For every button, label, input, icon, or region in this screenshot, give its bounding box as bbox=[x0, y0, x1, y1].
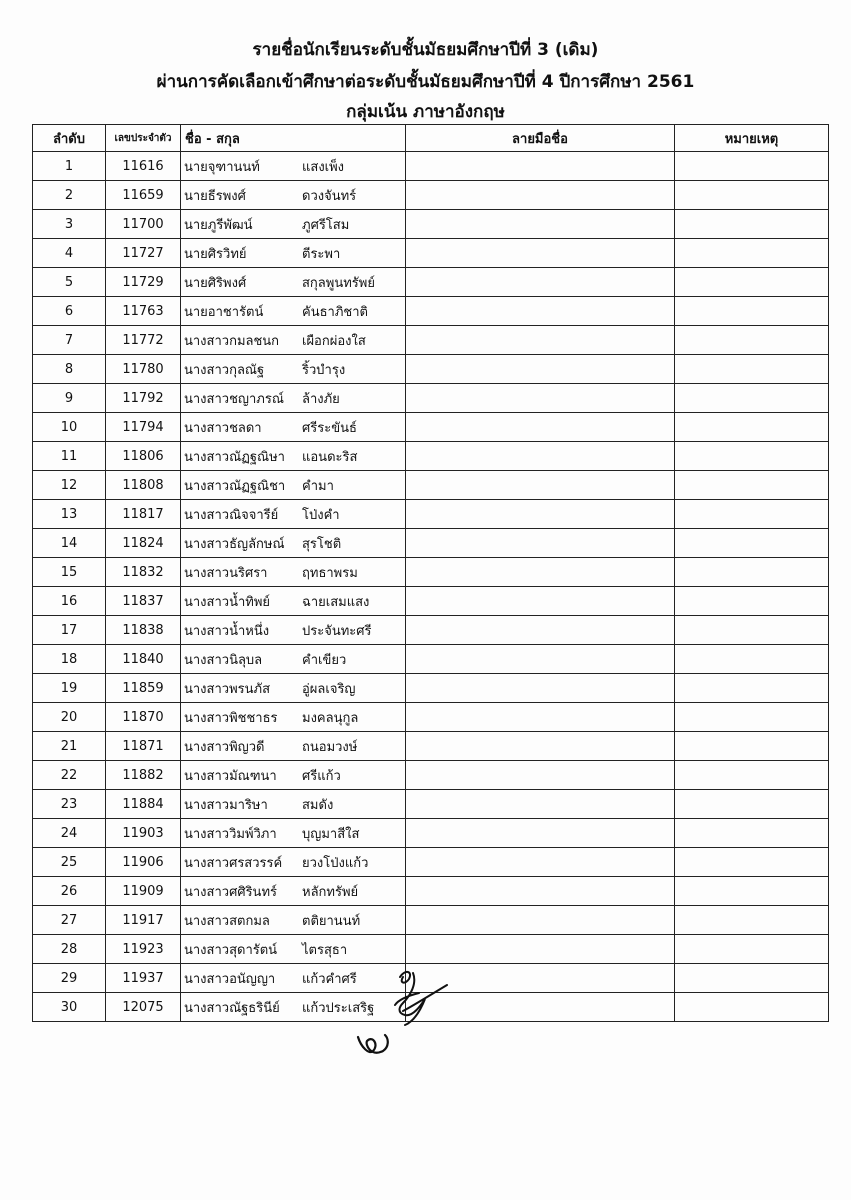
row-name bbox=[181, 674, 406, 703]
row-signature-cell bbox=[406, 268, 675, 297]
first-name: นางสาวมัณฑนา bbox=[184, 768, 277, 784]
first-name: นายอาชารัตน์ bbox=[184, 304, 264, 320]
row-remark-cell bbox=[675, 703, 829, 732]
row-student-id: 11909 bbox=[106, 877, 181, 906]
table-row bbox=[33, 761, 829, 790]
row-student-id: 11870 bbox=[106, 703, 181, 732]
title-line-1: รายชื่อนักเรียนระดับชั้นมัธยมศึกษาปีที่ 3 (เดิม) bbox=[252, 40, 599, 60]
row-remark-cell bbox=[675, 587, 829, 616]
row-name bbox=[181, 442, 406, 471]
row-signature-cell bbox=[406, 587, 675, 616]
first-name: นางสาวกมลชนก bbox=[184, 333, 280, 349]
row-order: 9 bbox=[33, 384, 106, 413]
row-remark-cell bbox=[675, 558, 829, 587]
row-order: 13 bbox=[33, 500, 106, 529]
table-row bbox=[33, 210, 829, 239]
row-name bbox=[181, 152, 406, 181]
table-row bbox=[33, 152, 829, 181]
last-name: คันธาภิชาติ bbox=[302, 304, 368, 320]
row-signature-cell bbox=[406, 645, 675, 674]
row-student-id: 11824 bbox=[106, 529, 181, 558]
row-signature-cell bbox=[406, 500, 675, 529]
last-name: ฉายเสมแสง bbox=[302, 594, 370, 610]
row-name bbox=[181, 326, 406, 355]
first-name: นางสาวนริศรา bbox=[184, 565, 268, 581]
row-student-id: 11838 bbox=[106, 616, 181, 645]
table-row bbox=[33, 587, 829, 616]
row-student-id: 11659 bbox=[106, 181, 181, 210]
row-name bbox=[181, 703, 406, 732]
row-remark-cell bbox=[675, 848, 829, 877]
row-order: 21 bbox=[33, 732, 106, 761]
row-order: 6 bbox=[33, 297, 106, 326]
row-signature-cell bbox=[406, 326, 675, 355]
row-signature-cell bbox=[406, 442, 675, 471]
first-name: นางสาวชญาภรณ์ bbox=[184, 391, 284, 407]
row-remark-cell bbox=[675, 239, 829, 268]
row-signature-cell bbox=[406, 761, 675, 790]
row-signature-cell bbox=[406, 181, 675, 210]
last-name: โป่งคำ bbox=[302, 507, 340, 523]
row-remark-cell bbox=[675, 935, 829, 964]
row-remark-cell bbox=[675, 210, 829, 239]
last-name: เผือกผ่องใส bbox=[302, 333, 366, 349]
first-name: นางสาวชลดา bbox=[184, 420, 262, 436]
row-signature-cell bbox=[406, 790, 675, 819]
row-name bbox=[181, 471, 406, 500]
row-name bbox=[181, 732, 406, 761]
row-remark-cell bbox=[675, 297, 829, 326]
row-name bbox=[181, 384, 406, 413]
row-remark-cell bbox=[675, 790, 829, 819]
row-order: 19 bbox=[33, 674, 106, 703]
row-name bbox=[181, 587, 406, 616]
row-student-id: 11859 bbox=[106, 674, 181, 703]
row-signature-cell bbox=[406, 819, 675, 848]
row-order: 8 bbox=[33, 355, 106, 384]
row-name bbox=[181, 761, 406, 790]
table-row bbox=[33, 790, 829, 819]
first-name: นางสาวณิจจารีย์ bbox=[184, 507, 279, 523]
row-order: 23 bbox=[33, 790, 106, 819]
first-name: นางสาวณัฏฐณิชา bbox=[184, 478, 286, 494]
row-name bbox=[181, 645, 406, 674]
last-name: แอนดะริส bbox=[302, 449, 358, 465]
table-row bbox=[33, 558, 829, 587]
table-row bbox=[33, 326, 829, 355]
row-student-id: 11884 bbox=[106, 790, 181, 819]
row-name bbox=[181, 500, 406, 529]
last-name: ประจันทะศรี bbox=[302, 623, 372, 639]
row-remark-cell bbox=[675, 993, 829, 1022]
row-order: 17 bbox=[33, 616, 106, 645]
table-header-row bbox=[33, 125, 829, 152]
last-name: ล้างภัย bbox=[302, 391, 340, 407]
row-order: 16 bbox=[33, 587, 106, 616]
row-signature-cell bbox=[406, 384, 675, 413]
row-student-id: 11792 bbox=[106, 384, 181, 413]
row-order: 18 bbox=[33, 645, 106, 674]
row-order: 7 bbox=[33, 326, 106, 355]
row-order: 15 bbox=[33, 558, 106, 587]
col-header-signature: ลายมือชื่อ bbox=[406, 125, 675, 152]
row-name bbox=[181, 239, 406, 268]
last-name: ฤทธาพรม bbox=[302, 565, 358, 581]
row-student-id: 11937 bbox=[106, 964, 181, 993]
first-name: นายจุฑานนท์ bbox=[184, 159, 260, 175]
row-order: 26 bbox=[33, 877, 106, 906]
row-remark-cell bbox=[675, 500, 829, 529]
first-name: นางสาวพิญวดี bbox=[184, 739, 265, 755]
row-name bbox=[181, 297, 406, 326]
row-student-id: 11780 bbox=[106, 355, 181, 384]
first-name: นางสาวสตกมล bbox=[184, 913, 270, 929]
row-signature-cell bbox=[406, 239, 675, 268]
row-student-id: 11840 bbox=[106, 645, 181, 674]
last-name: ศรีแก้ว bbox=[302, 768, 341, 784]
row-order: 25 bbox=[33, 848, 106, 877]
last-name: ภูศรีโสม bbox=[302, 217, 350, 233]
table-row bbox=[33, 616, 829, 645]
first-name: นางสาวศรสวรรค์ bbox=[184, 855, 283, 871]
table-row bbox=[33, 877, 829, 906]
row-remark-cell bbox=[675, 152, 829, 181]
row-signature-cell bbox=[406, 355, 675, 384]
first-name: นางสาวณัฐธรินีย์ bbox=[184, 1000, 280, 1016]
table-row bbox=[33, 935, 829, 964]
table-row bbox=[33, 297, 829, 326]
row-order: 29 bbox=[33, 964, 106, 993]
table-row bbox=[33, 529, 829, 558]
row-remark-cell bbox=[675, 877, 829, 906]
row-remark-cell bbox=[675, 413, 829, 442]
row-student-id: 11871 bbox=[106, 732, 181, 761]
first-name: นายภูรีพัฒน์ bbox=[184, 217, 253, 233]
last-name: บุญมาสีใส bbox=[302, 826, 360, 842]
row-name bbox=[181, 877, 406, 906]
last-name: ตีระพา bbox=[302, 246, 341, 262]
table-row bbox=[33, 500, 829, 529]
row-student-id: 12075 bbox=[106, 993, 181, 1022]
first-name: นางสาวนิลุบล bbox=[184, 652, 263, 668]
row-order: 11 bbox=[33, 442, 106, 471]
first-name: นางสาวน้ำทิพย์ bbox=[184, 594, 271, 610]
row-student-id: 11923 bbox=[106, 935, 181, 964]
last-name: แก้วประเสริฐ bbox=[302, 1000, 375, 1016]
first-name: นางสาวศศิรินทร์ bbox=[184, 884, 277, 900]
row-remark-cell bbox=[675, 906, 829, 935]
row-name bbox=[181, 935, 406, 964]
row-order: 4 bbox=[33, 239, 106, 268]
last-name: คำมา bbox=[302, 478, 334, 494]
row-name bbox=[181, 355, 406, 384]
table-body bbox=[33, 152, 829, 1022]
row-name bbox=[181, 268, 406, 297]
row-signature-cell bbox=[406, 703, 675, 732]
row-student-id: 11700 bbox=[106, 210, 181, 239]
last-name: ตติยานนท์ bbox=[302, 913, 361, 929]
row-signature-cell bbox=[406, 297, 675, 326]
first-name: นางสาวพิชชาธร bbox=[184, 710, 278, 726]
row-remark-cell bbox=[675, 964, 829, 993]
table-row bbox=[33, 413, 829, 442]
table-row bbox=[33, 674, 829, 703]
col-header-student-id: เลขประจำตัว bbox=[106, 125, 181, 152]
row-signature-cell bbox=[406, 152, 675, 181]
row-remark-cell bbox=[675, 442, 829, 471]
first-name: นายศิรวิทย์ bbox=[184, 246, 247, 262]
row-remark-cell bbox=[675, 732, 829, 761]
row-order: 10 bbox=[33, 413, 106, 442]
row-name bbox=[181, 413, 406, 442]
table-row bbox=[33, 906, 829, 935]
row-order: 3 bbox=[33, 210, 106, 239]
row-remark-cell bbox=[675, 471, 829, 500]
row-signature-cell bbox=[406, 906, 675, 935]
row-student-id: 11772 bbox=[106, 326, 181, 355]
row-name bbox=[181, 616, 406, 645]
student-table bbox=[32, 124, 829, 1022]
row-remark-cell bbox=[675, 819, 829, 848]
first-name: นางสาวณัฏฐณิษา bbox=[184, 449, 285, 465]
row-student-id: 11808 bbox=[106, 471, 181, 500]
row-remark-cell bbox=[675, 761, 829, 790]
last-name: สมดัง bbox=[302, 797, 334, 813]
row-student-id: 11727 bbox=[106, 239, 181, 268]
first-name: นางสาวน้ำหนึ่ง bbox=[184, 623, 270, 639]
first-name: นางสาวอนัญญา bbox=[184, 971, 276, 987]
first-name: นางสาวมาริษา bbox=[184, 797, 268, 813]
row-order: 12 bbox=[33, 471, 106, 500]
row-remark-cell bbox=[675, 529, 829, 558]
row-order: 24 bbox=[33, 819, 106, 848]
first-name: นางสาวกุลณัฐ bbox=[184, 362, 265, 378]
last-name: ศรีระขันธ์ bbox=[302, 420, 357, 436]
last-name: หลักทรัพย์ bbox=[302, 884, 359, 900]
row-remark-cell bbox=[675, 616, 829, 645]
row-order: 14 bbox=[33, 529, 106, 558]
row-name bbox=[181, 558, 406, 587]
row-name bbox=[181, 906, 406, 935]
row-student-id: 11906 bbox=[106, 848, 181, 877]
first-name: นางสาวธัญลักษณ์ bbox=[184, 536, 285, 552]
row-name bbox=[181, 529, 406, 558]
last-name: สกุลพูนทรัพย์ bbox=[302, 275, 375, 291]
row-name bbox=[181, 210, 406, 239]
row-signature-cell bbox=[406, 935, 675, 964]
row-order: 28 bbox=[33, 935, 106, 964]
last-name: ถนอมวงษ์ bbox=[302, 739, 358, 755]
first-name: นางสาววิมพ์วิภา bbox=[184, 826, 277, 842]
table-row bbox=[33, 268, 829, 297]
row-student-id: 11817 bbox=[106, 500, 181, 529]
row-order: 20 bbox=[33, 703, 106, 732]
table-row bbox=[33, 819, 829, 848]
row-signature-cell bbox=[406, 413, 675, 442]
row-order: 1 bbox=[33, 152, 106, 181]
row-student-id: 11832 bbox=[106, 558, 181, 587]
last-name: แก้วคำศรี bbox=[302, 971, 357, 987]
handwritten-signature bbox=[355, 965, 455, 1065]
first-name: นางสาวสุดารัตน์ bbox=[184, 942, 278, 958]
row-signature-cell bbox=[406, 616, 675, 645]
table-row bbox=[33, 239, 829, 268]
last-name: แสงเพ็ง bbox=[302, 159, 345, 175]
col-header-order: ลำดับ bbox=[33, 125, 106, 152]
last-name: ไตรสุธา bbox=[302, 942, 348, 958]
last-name: สุรโชติ bbox=[302, 536, 342, 552]
row-signature-cell bbox=[406, 674, 675, 703]
row-remark-cell bbox=[675, 355, 829, 384]
row-order: 27 bbox=[33, 906, 106, 935]
row-remark-cell bbox=[675, 326, 829, 355]
last-name: คำเขียว bbox=[302, 652, 347, 668]
title-line-2: ผ่านการคัดเลือกเข้าศึกษาต่อระดับชั้นมัธยมศึกษาปีที่ 4 ปีการศึกษา 2561 bbox=[156, 72, 695, 92]
row-order: 2 bbox=[33, 181, 106, 210]
title-line-3: กลุ่มเน้น ภาษาอังกฤษ bbox=[346, 102, 505, 122]
row-name bbox=[181, 790, 406, 819]
table-row bbox=[33, 471, 829, 500]
col-header-name: ชื่อ - สกุล bbox=[181, 125, 406, 152]
last-name: อู่ผลเจริญ bbox=[302, 681, 356, 697]
row-student-id: 11763 bbox=[106, 297, 181, 326]
row-signature-cell bbox=[406, 848, 675, 877]
table-row bbox=[33, 355, 829, 384]
row-order: 22 bbox=[33, 761, 106, 790]
row-signature-cell bbox=[406, 471, 675, 500]
row-remark-cell bbox=[675, 181, 829, 210]
first-name: นางสาวพรนภัส bbox=[184, 681, 271, 697]
row-name bbox=[181, 848, 406, 877]
row-signature-cell bbox=[406, 558, 675, 587]
last-name: ดวงจันทร์ bbox=[302, 188, 357, 204]
row-student-id: 11882 bbox=[106, 761, 181, 790]
first-name: นายธีรพงศ์ bbox=[184, 188, 246, 204]
table-row bbox=[33, 732, 829, 761]
table-row bbox=[33, 703, 829, 732]
last-name: ยวงโป่งแก้ว bbox=[302, 855, 369, 871]
table-row bbox=[33, 645, 829, 674]
row-student-id: 11794 bbox=[106, 413, 181, 442]
row-student-id: 11616 bbox=[106, 152, 181, 181]
row-order: 30 bbox=[33, 993, 106, 1022]
row-student-id: 11729 bbox=[106, 268, 181, 297]
row-student-id: 11837 bbox=[106, 587, 181, 616]
row-signature-cell bbox=[406, 210, 675, 239]
row-signature-cell bbox=[406, 529, 675, 558]
row-name bbox=[181, 181, 406, 210]
last-name: มงคลนุกูล bbox=[302, 710, 359, 726]
row-order: 5 bbox=[33, 268, 106, 297]
row-remark-cell bbox=[675, 384, 829, 413]
row-student-id: 11903 bbox=[106, 819, 181, 848]
last-name: ริ้วบำรุง bbox=[302, 362, 346, 378]
row-remark-cell bbox=[675, 674, 829, 703]
row-student-id: 11917 bbox=[106, 906, 181, 935]
row-remark-cell bbox=[675, 268, 829, 297]
row-student-id: 11806 bbox=[106, 442, 181, 471]
first-name: นายศิริพงศ์ bbox=[184, 275, 247, 291]
row-name bbox=[181, 819, 406, 848]
table-row bbox=[33, 181, 829, 210]
row-remark-cell bbox=[675, 645, 829, 674]
col-header-remark: หมายเหตุ bbox=[675, 125, 829, 152]
row-signature-cell bbox=[406, 877, 675, 906]
table-row bbox=[33, 384, 829, 413]
table-row bbox=[33, 848, 829, 877]
table-row bbox=[33, 442, 829, 471]
row-signature-cell bbox=[406, 732, 675, 761]
